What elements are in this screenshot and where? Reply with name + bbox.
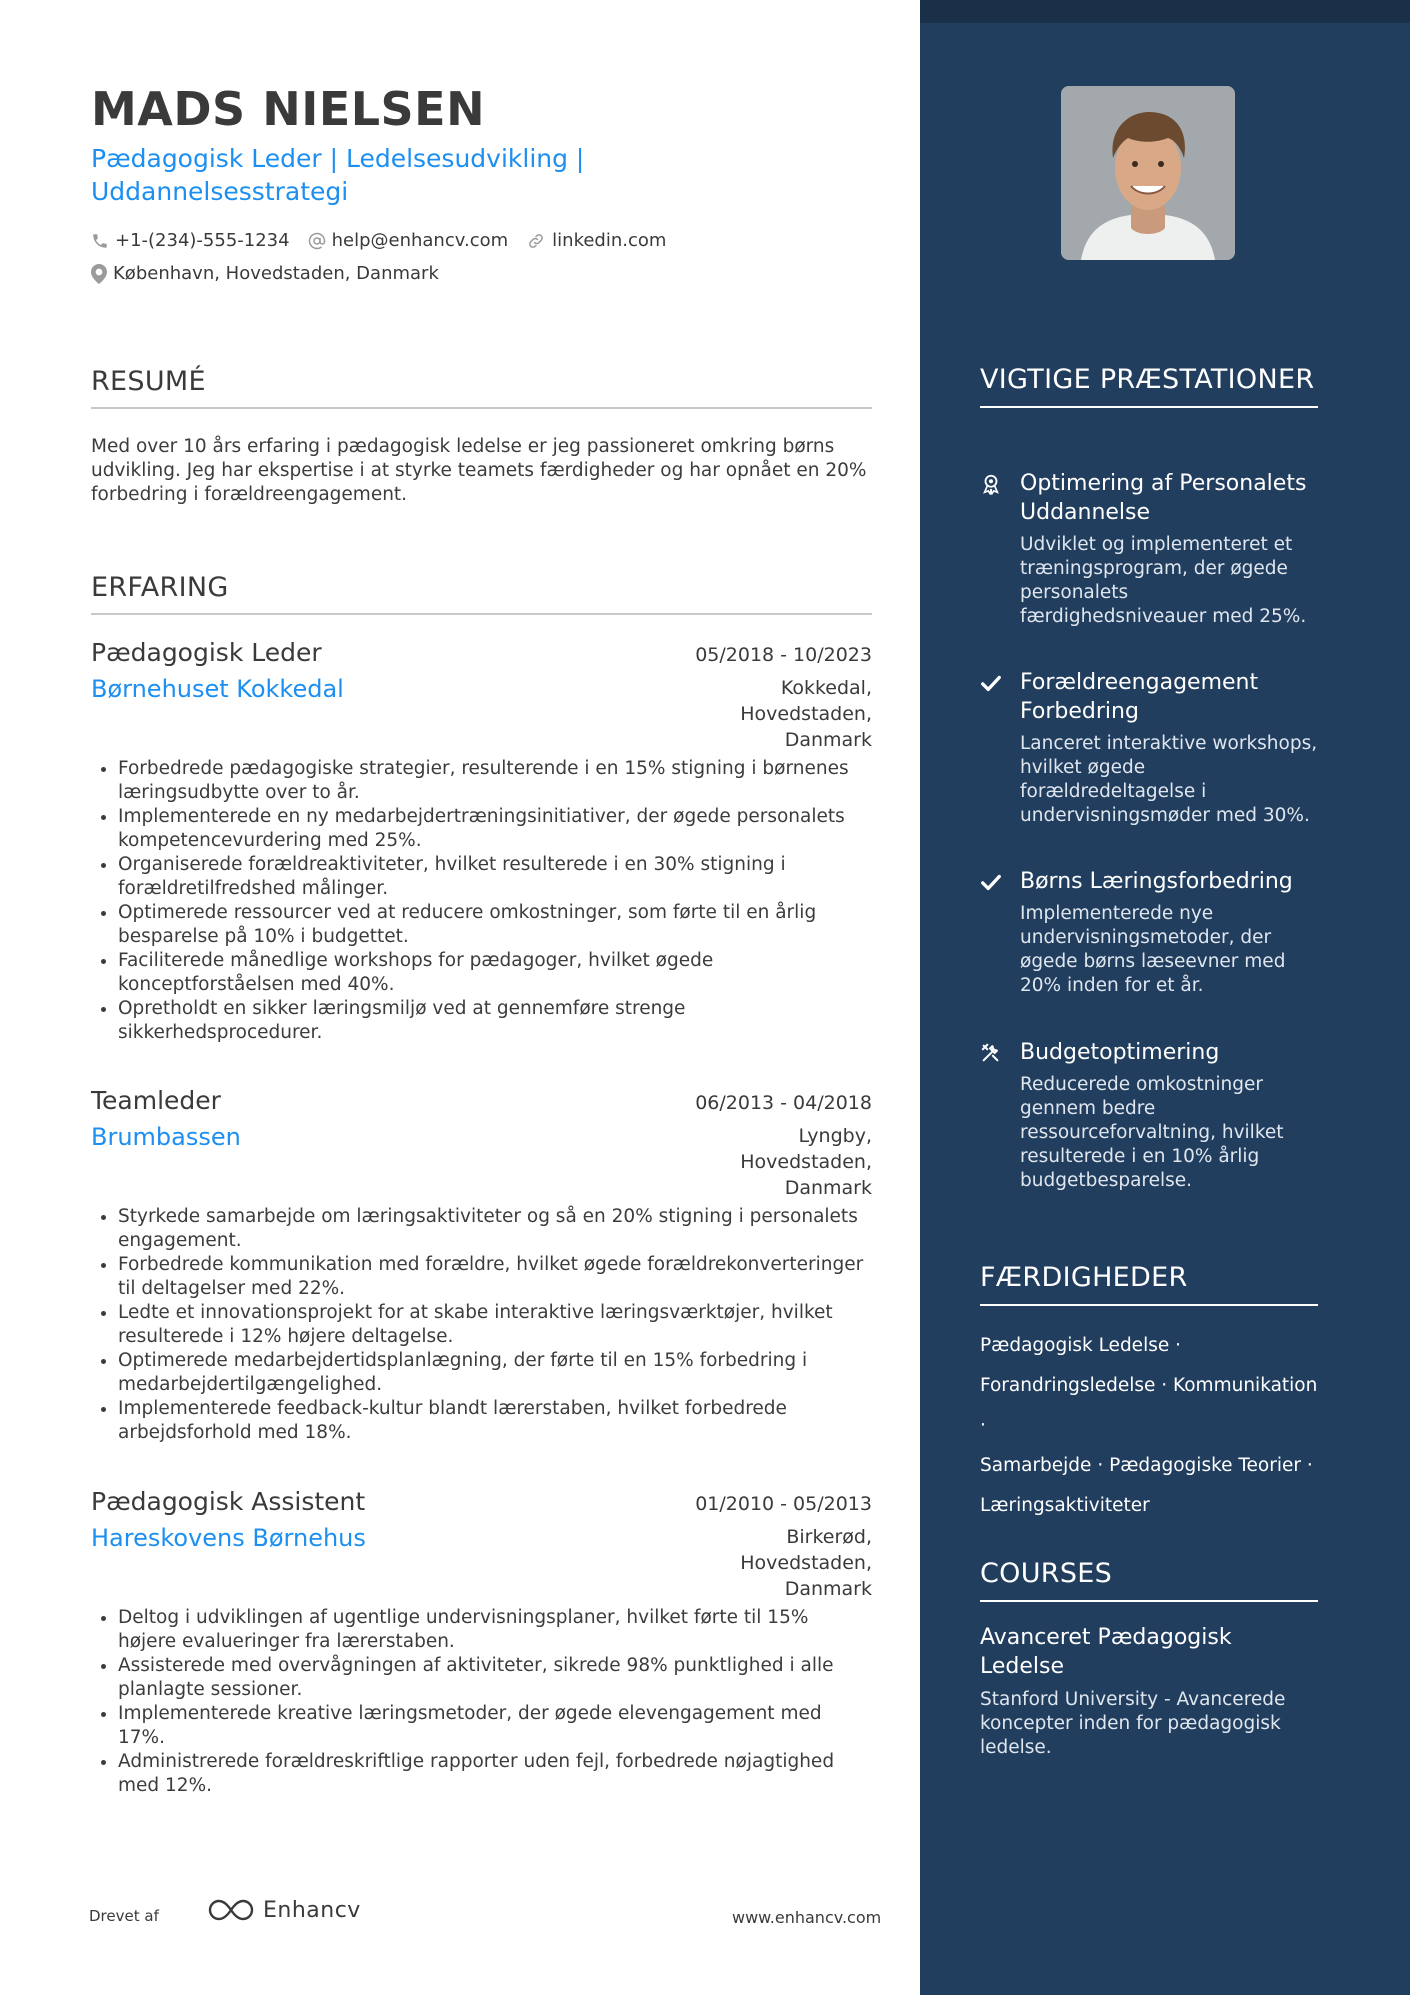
list-item: • Assisterede med overvågningen af aktiviteter, sikrede 98% punktlighed i alle planlagte sessioner. — [118, 1654, 872, 1702]
job-date: 06/2013 - 04/2018 — [695, 1092, 872, 1114]
achievement-title: Optimering af Personalets Uddannelse — [1020, 471, 1307, 525]
list-item: • Faciliterede månedlige workshops for pædagoger, hvilket øgede konceptforståelsen med 40%. — [118, 949, 872, 997]
linkedin-text: linkedin.com — [552, 230, 667, 251]
footer-url[interactable]: www.enhancv.com — [732, 1908, 882, 1927]
phone-contact[interactable] — [91, 230, 290, 251]
list-item: • Ledte et innovationsprojekt for at skabe interaktive læringsværktøjer, hvilket resulterede i 12% højere deltagelse. — [118, 1301, 872, 1349]
achievement-title: Budgetoptimering — [1020, 1040, 1220, 1065]
skill-item: Kommunikation — [1173, 1375, 1318, 1396]
skills-heading: FÆRDIGHEDER — [980, 1260, 1318, 1306]
headline: Pædagogisk Leder | Ledelsesudvikling | Uddannelsesstrategi — [91, 144, 585, 206]
brand-name: Enhancv — [263, 1897, 361, 1923]
achievement-desc: Reducerede omkostninger gennem bedre ressourceforvaltning, hvilket resulterede i en 10% årlig budgetbesparelse. — [1020, 1074, 1284, 1191]
achievement-title: Forældreengagement Forbedring — [1020, 670, 1259, 724]
avatar — [1061, 86, 1235, 260]
list-item: • Optimerede medarbejdertidsplanlægning, der førte til en 15% forbedring i medarbejdertilgængelighed. — [118, 1349, 872, 1397]
job-bullets — [91, 1205, 872, 1445]
course-desc: Stanford University - Avancerede koncepter inden for pædagogisk ledelse. — [980, 1689, 1286, 1758]
email-contact[interactable] — [308, 230, 509, 251]
list-item: • Implementerede kreative læringsmetoder, der øgede elevengagement med 17%. — [118, 1702, 872, 1750]
email-text: help@enhancv.com — [331, 230, 509, 251]
job-entry — [91, 1086, 872, 1445]
check-icon — [980, 871, 1002, 893]
skill-item: Pædagogisk Ledelse — [980, 1335, 1170, 1356]
profile-photo — [1061, 86, 1235, 260]
phone-text: +1-(234)-555-1234 — [115, 230, 290, 251]
list-item: • Administrerede forældreskriftlige rapporter uden fejl, forbedrede nøjagtighed med 12%. — [118, 1750, 872, 1798]
job-entry — [91, 1487, 872, 1798]
job-company[interactable]: Børnehuset Kokkedal — [91, 675, 344, 703]
job-title: Pædagogisk Assistent — [91, 1487, 366, 1516]
candidate-name: MADS NIELSEN — [91, 82, 486, 136]
powered-by-label: Drevet af — [89, 1907, 159, 1925]
achievement-title: Børns Læringsforbedring — [1020, 869, 1293, 894]
achievement-item — [980, 469, 1320, 629]
tools-icon — [980, 1042, 1002, 1064]
achievement-item — [980, 867, 1320, 998]
achievement-desc: Udviklet og implementeret et træningsprogram, der øgede personalets færdighedsniveauer med 25%. — [1020, 534, 1307, 627]
phone-icon — [91, 232, 109, 250]
contact-row — [91, 230, 684, 251]
skill-item: Samarbejde — [980, 1455, 1092, 1476]
skill-item: Pædagogiske Teorier — [1109, 1455, 1301, 1476]
achievement-item — [980, 1038, 1320, 1193]
skills-list: Pædagogisk Ledelse · Forandringsledelse · Kommunikation · Samarbejde · Pædagogiske Teorier · Læringsaktiviteter — [980, 1335, 1318, 1516]
summary-heading: RESUMÉ — [91, 366, 872, 409]
skill-item: Forandringsledelse — [980, 1375, 1156, 1396]
enhancv-logo[interactable] — [207, 1897, 361, 1923]
check-icon — [980, 672, 1002, 694]
job-location: Kokkedal, Hovedstaden, Danmark — [740, 677, 872, 751]
list-item: • Styrkede samarbejde om læringsaktiviteter og så en 20% stigning i personalets engagement. — [118, 1205, 872, 1253]
job-bullets — [91, 1606, 872, 1798]
award-icon — [980, 473, 1002, 495]
list-item: • Deltog i udviklingen af ugentlige undervisningsplaner, hvilket førte til 15% højere evalueringer fra lærerstaben. — [118, 1606, 872, 1654]
courses-heading: COURSES — [980, 1556, 1318, 1602]
course-title: Avanceret Pædagogisk Ledelse — [980, 1625, 1232, 1679]
location-text: København, Hovedstaden, Danmark — [113, 263, 439, 284]
job-date: 05/2018 - 10/2023 — [695, 644, 872, 666]
job-bullets — [91, 757, 872, 1045]
job-location: Birkerød, Hovedstaden, Danmark — [740, 1526, 872, 1600]
job-title: Teamleder — [91, 1086, 221, 1115]
link-icon — [526, 232, 546, 250]
experience-heading: ERFARING — [91, 572, 872, 615]
list-item: • Opretholdt en sikker læringsmiljø ved at gennemføre strenge sikkerhedsprocedurer. — [118, 997, 872, 1045]
achievement-desc: Implementerede nye undervisningsmetoder, der øgede børns læseevner med 20% inden for et år. — [1020, 903, 1286, 996]
list-item: • Optimerede ressourcer ved at reducere omkostninger, som førte til en årlig besparelse på 10% i budgettet. — [118, 901, 872, 949]
achievements-heading: VIGTIGE PRÆSTATIONER — [980, 362, 1318, 408]
linkedin-contact[interactable] — [526, 230, 666, 251]
sidebar-top-bar — [920, 0, 1410, 23]
infinity-logo-icon — [207, 1897, 255, 1923]
location-pin-icon — [91, 264, 107, 284]
job-company[interactable]: Hareskovens Børnehus — [91, 1524, 366, 1552]
skill-item: Læringsaktiviteter — [980, 1495, 1150, 1516]
job-entry — [91, 638, 872, 1045]
at-icon — [308, 232, 326, 250]
job-company[interactable]: Brumbassen — [91, 1123, 241, 1151]
list-item: • Implementerede feedback-kultur blandt lærerstaben, hvilket forbedrede arbejdsforhold med 18%. — [118, 1397, 872, 1445]
location-row — [91, 263, 457, 284]
list-item: • Organiserede forældreaktiviteter, hvilket resulterede i en 30% stigning i forældretilfredshed målinger. — [118, 853, 872, 901]
job-date: 01/2010 - 05/2013 — [695, 1493, 872, 1515]
job-title: Pædagogisk Leder — [91, 638, 322, 667]
list-item: • Implementerede en ny medarbejdertræningsinitiativer, der øgede personalets kompetencevurdering med 25%. — [118, 805, 872, 853]
summary-text: Med over 10 års erfaring i pædagogisk ledelse er jeg passioneret omkring børns udvikling. Jeg har ekspertise i at styrke teamets færdigheder og har opnået en 20% forbedring i forældreengagement. — [91, 436, 867, 505]
achievement-desc: Lanceret interaktive workshops, hvilket øgede forældredeltagelse i undervisningsmøder med 30%. — [1020, 733, 1318, 826]
location-contact — [91, 263, 439, 284]
list-item: • Forbedrede kommunikation med forældre, hvilket øgede forældrekonverteringer til deltagelser med 22%. — [118, 1253, 872, 1301]
list-item: • Forbedrede pædagogiske strategier, resulterende i en 15% stigning i børnenes læringsudbytte over to år. — [118, 757, 872, 805]
achievement-item — [980, 668, 1320, 828]
job-location: Lyngby, Hovedstaden, Danmark — [740, 1125, 872, 1199]
